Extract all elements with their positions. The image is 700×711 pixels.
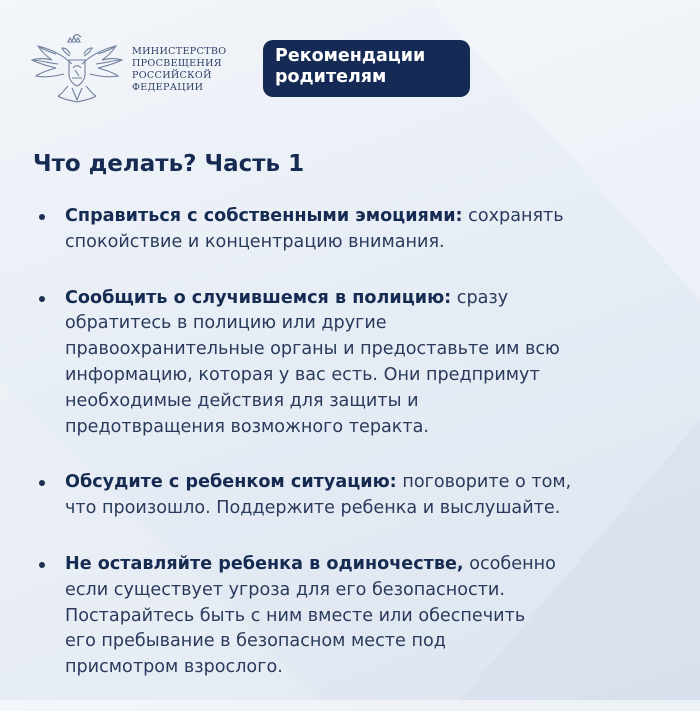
item-line [65, 230, 656, 256]
item-text: правоохранительные органы и предоставьте им всю [65, 339, 560, 360]
item-heading: Справиться с собственными эмоциями: [65, 206, 463, 226]
item-text: присмотром взрослого. [65, 657, 283, 678]
list-item [36, 286, 656, 441]
ministry-line: ПРОСВЕЩЕНИЯ [132, 57, 222, 69]
bullet-icon [39, 562, 45, 568]
item-text: сразу [451, 287, 509, 308]
ministry-line: ФЕДЕРАЦИИ [132, 82, 204, 94]
item-line [65, 204, 656, 230]
item-line [65, 604, 656, 630]
item-heading: Сообщить о случившемся в полицию: [65, 287, 452, 308]
item-text: поговорите о том, [396, 472, 572, 493]
item-line [65, 578, 656, 604]
item-text: предотвращения возможного теракта. [65, 416, 430, 437]
item-line [65, 389, 656, 415]
item-line [65, 415, 656, 441]
item-text: что произошло. Поддержите ребенка и выслушайте. [65, 498, 561, 519]
recommendation-list [36, 204, 656, 711]
ministry-name [132, 46, 252, 95]
list-item [36, 204, 656, 256]
bullet-icon [39, 214, 45, 220]
badge-line: Рекомендации [275, 46, 426, 66]
bullet-icon [39, 480, 45, 486]
item-line [65, 363, 656, 389]
item-line [65, 311, 656, 337]
item-line [65, 337, 656, 363]
list-item [36, 552, 656, 681]
bullet-icon [39, 296, 45, 302]
item-text: если существует угроза для его безопасности. [65, 579, 505, 600]
ministry-line: МИНИСТЕРСТВО [132, 45, 227, 57]
item-line [65, 470, 656, 496]
item-text: сохранять [462, 206, 564, 226]
ministry-line: РОССИЙСКОЙ [132, 70, 212, 81]
double-headed-eagle-emblem-icon [28, 34, 126, 106]
item-text: особенно [463, 553, 556, 574]
item-line [65, 655, 656, 681]
item-heading: Обсудите с ребенком ситуацию: [65, 472, 397, 493]
recommendations-badge [263, 40, 470, 97]
item-text: спокойствие и концентрацию внимания. [65, 231, 445, 252]
item-line [65, 286, 656, 312]
list-item [36, 470, 656, 522]
item-text: информацию, которая у вас есть. Они предпримут [65, 364, 540, 385]
item-line [65, 552, 656, 578]
item-line [65, 629, 656, 655]
page-title: Что делать? Часть 1 [33, 151, 305, 177]
item-text: его пребывание в безопасном месте под [65, 631, 446, 652]
badge-line: родителям [275, 67, 387, 87]
item-line [65, 496, 656, 522]
ministry-header [28, 34, 252, 106]
item-text: необходимые действия для защиты и [65, 390, 419, 411]
item-text: обратитесь в полицию или другие [65, 313, 387, 334]
item-text: Постарайтесь быть с ним вместе или обеспечить [65, 605, 526, 626]
item-heading: Не оставляйте ребенка в одиночестве, [65, 553, 464, 574]
